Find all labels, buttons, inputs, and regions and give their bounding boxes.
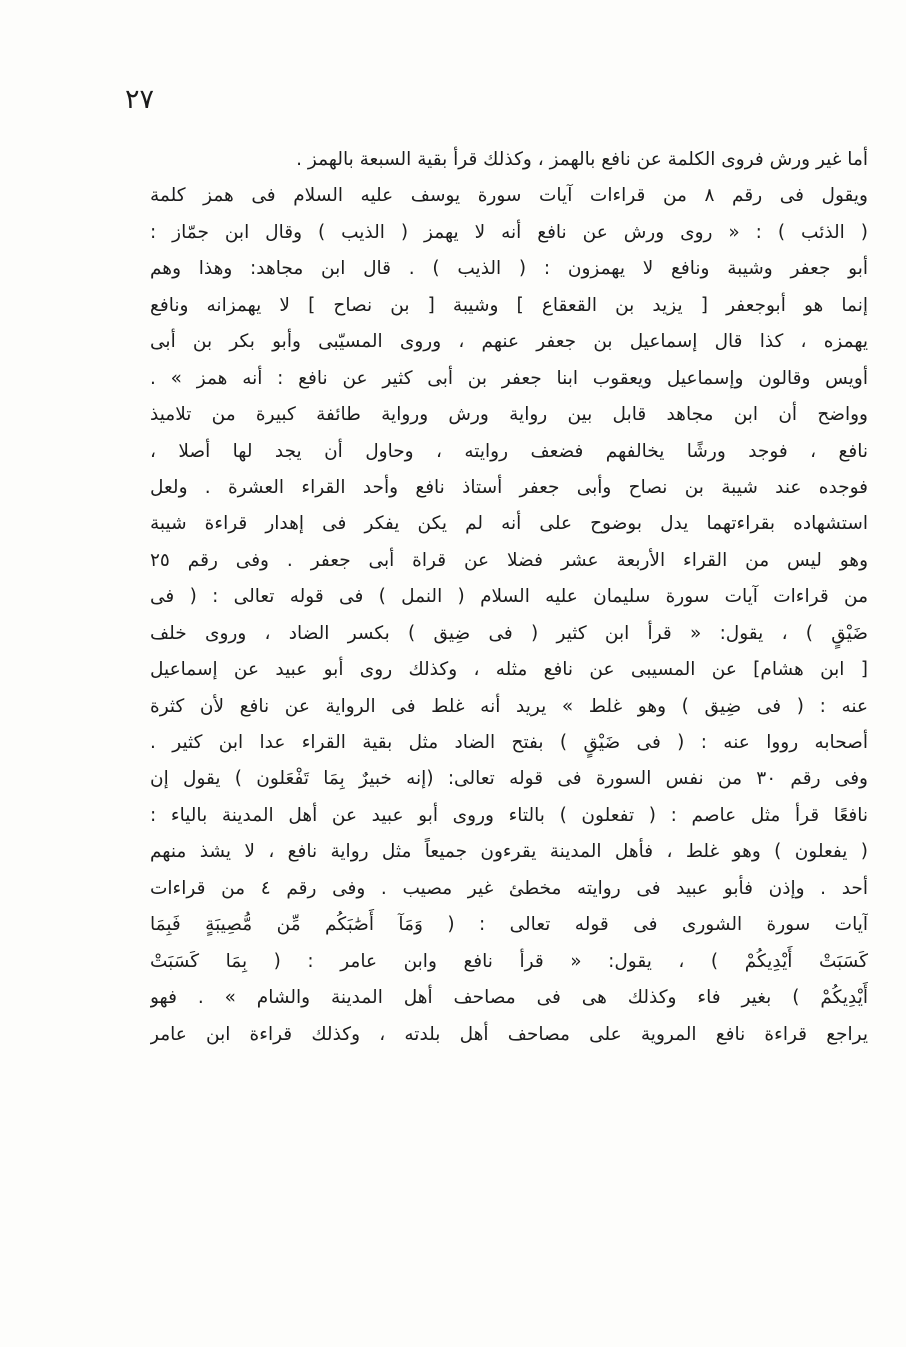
text-line: وفى رقم ٣٠ من نفس السورة فى قوله تعالى: (إنه خبيرٌ بِمَا تَفْعَلون ) يقول إن <box>150 768 868 790</box>
text-line: وواضح أن ابن مجاهد قابل بين رواية ورش ورواية طائفة كبيرة من تلاميذ <box>150 404 868 426</box>
text-line: ( يفعلون ) وهو غلط ، فأهل المدينة يقرءون جميعاً مثل رواية نافع ، لا يشذ منهم <box>150 841 868 863</box>
text-line: آيات سورة الشورى فى قوله تعالى : ( وَمَآ أَصَٰبَكُم مِّن مُّصِيبَةٍ فَبِمَا <box>150 914 868 936</box>
text-line: فوجده عند شيبة بن نصاح وأبى جعفر أستاذ نافع وأحد القراء العشرة . ولعل <box>150 476 868 498</box>
text-line: ضَيْقٍ ) ، يقول: « قرأ ابن كثير ( فى ضِيق ) بكسر الضاد ، وروى خلف <box>150 622 868 644</box>
text-line: كَسَبَتْ أَيْدِيكُمْ ) ، يقول: « قرأ نافع وابن عامر : ( بِمَا كَسَبَتْ <box>150 950 868 972</box>
text-line: أصحابه رووا عنه : ( فى ضَيْقٍ ) بفتح الضاد مثل بقية القراء عدا ابن كثير . <box>150 732 868 753</box>
text-line: من قراءات آيات سورة سليمان عليه السلام ( النمل ) فى قوله تعالى : ( فى <box>150 586 868 608</box>
text-line: ( الذئب ) : « روى ورش عن نافع أنه لا يهمز ( الذيب ) وقال ابن جمّاز : <box>150 221 868 243</box>
text-line: [ ابن هشام] عن المسيبى عن نافع مثله ، وكذلك روى أبو عبيد عن إسماعيل <box>150 659 868 681</box>
text-line: أَيْدِيكُمْ ) بغير فاء وكذلك هى فى مصاحف أهل المدينة والشام » . فهو <box>150 987 868 1009</box>
text-line: استشهاده بقراءتهما يدل بوضوح على أنه لم يكن يفكر فى إهدار قراءة شيبة <box>150 513 868 535</box>
text-line: أبو جعفر وشيبة ونافع لا يهمزون : ( الذيب ) . قال ابن مجاهد: وهذا وهم <box>150 258 868 280</box>
page-body-text <box>150 142 868 1053</box>
page-number: ٢٧ <box>124 84 154 115</box>
text-line: وهو ليس من القراء الأربعة عشر فضلا عن قراة أبى جعفر . وفى رقم ٢٥ <box>150 549 868 571</box>
text-line: إنما هو أبوجعفر [ يزيد بن القعقاع ] وشيبة [ بن نصاح ] لا يهمزانه ونافع <box>150 294 868 316</box>
text-line: أما غير ورش فروى الكلمة عن نافع بالهمز ، وكذلك قرأ بقية السبعة بالهمز . <box>296 149 868 170</box>
text-line: يهمزه ، كذا قال إسماعيل بن جعفر عنهم ، وروى المسيّبى وأبو بكر بن أبى <box>150 331 868 353</box>
text-line: أحد . وإذن فأبو عبيد فى روايته مخطئ غير مصيب . وفى رقم ٤ من قراءات <box>150 877 868 899</box>
text-line: ويقول فى رقم ٨ من قراءات آيات سورة يوسف عليه السلام فى همز كلمة <box>150 185 868 207</box>
text-line: أويس وقالون وإسماعيل ويعقوب ابنا جعفر بن أبى كثير عن نافع : أنه همز » . <box>150 367 868 389</box>
text-line: عنه : ( فى ضِيق ) وهو غلط » يريد أنه غلط فى الرواية عن نافع لأن كثرة <box>150 695 868 717</box>
text-line: نافع ، فوجد ورشًا يخالفهم فضعف روايته ، وحاول أن يجد لها أصلا ، <box>150 440 868 462</box>
text-line: يراجع قراءة نافع المروية على مصاحف أهل بلدته ، وكذلك قراءة ابن عامر <box>150 1023 868 1045</box>
text-line: نافعًا قرأ مثل عاصم : ( تفعلون ) بالتاء وروى أبو عبيد عن أهل المدينة بالياء : <box>150 804 868 826</box>
